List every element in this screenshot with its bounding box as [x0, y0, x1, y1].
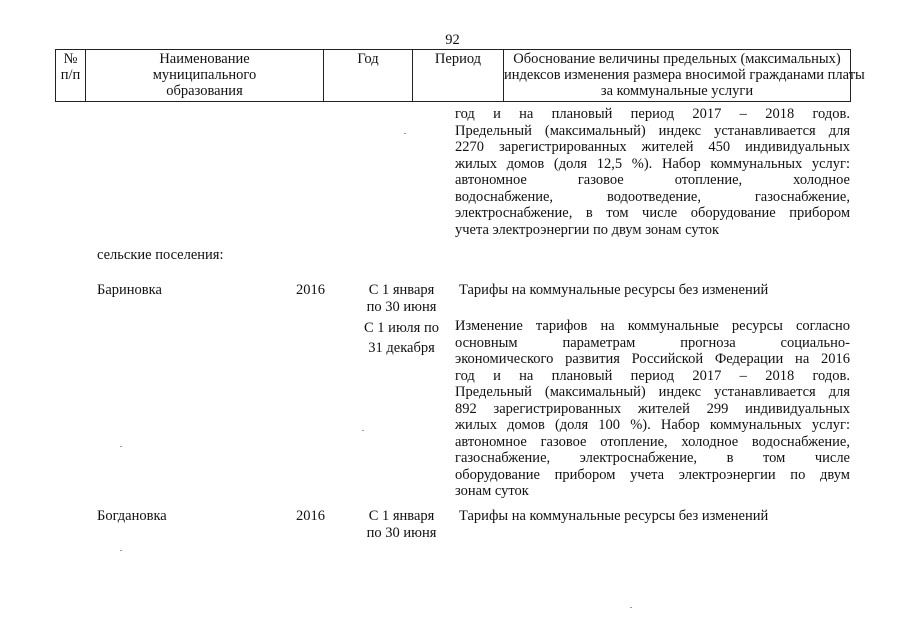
row-year: 2016	[296, 508, 325, 524]
row-justification: Тарифы на коммунальные ресурсы без изменений	[459, 282, 769, 298]
paragraph-line: Предельный (максимальный) индекс устанавливается для	[455, 384, 850, 400]
header-col-number	[56, 50, 85, 101]
municipality-name: Бариновка	[97, 282, 162, 298]
header-col-period-label: Период	[434, 51, 482, 67]
page-number: 92	[445, 32, 460, 48]
paragraph-line: зонам суток	[455, 483, 529, 499]
municipality-name: Богдановка	[97, 508, 167, 524]
paragraph-line: водоснабжение, водоотведение, газоснабжение,	[455, 188, 850, 205]
scan-speck	[404, 133, 406, 134]
row-period	[356, 318, 447, 358]
header-col-number-line: №	[63, 51, 78, 67]
paragraph-line: учета электроэнергии по двум зонам суток	[455, 221, 720, 238]
scan-speck	[120, 446, 122, 447]
period-line: С 1 января	[368, 282, 435, 298]
table-header	[55, 49, 865, 102]
paragraph-line: автономное газовое отопление, холодное водоснабжение,	[455, 433, 850, 450]
header-col-year-label: Год	[357, 51, 379, 67]
row-period	[356, 282, 447, 315]
paragraph-line: экономического развития Российской Федерации на 2016	[455, 351, 850, 367]
row-year: 2016	[296, 282, 325, 298]
section-label: сельские поселения:	[97, 247, 224, 263]
header-col-justification-line: за коммунальные услуги	[600, 83, 754, 99]
header-col-municipality-line: образования	[166, 83, 243, 99]
header-col-period	[412, 50, 503, 101]
period-line: 31 декабря	[368, 340, 435, 356]
header-col-municipality	[85, 50, 323, 101]
scan-speck	[120, 550, 122, 551]
period-line: по 30 июня	[366, 298, 437, 315]
header-col-justification-line: индексов изменения размера вносимой гражданами платы	[504, 67, 865, 83]
header-col-number-line: п/п	[60, 67, 81, 83]
scan-speck	[630, 607, 632, 608]
period-line: по 30 июня	[366, 524, 437, 541]
paragraph-line: Предельный (максимальный) индекс устанавливается для	[455, 122, 850, 139]
continuation-paragraph	[455, 106, 850, 238]
row-period	[356, 508, 447, 541]
paragraph-line: электроснабжение, в том числе оборудование прибором	[455, 205, 850, 221]
paragraph-line: 2270 зарегистрированных жителей 450 индивидуальных	[455, 139, 850, 155]
scan-speck	[362, 430, 364, 431]
paragraph-line: жилых домов (доля 100 %). Набор коммунальных услуг:	[455, 417, 850, 433]
header-col-justification-line: Обоснование величины предельных (максимальных)	[513, 51, 841, 67]
row-justification: Тарифы на коммунальные ресурсы без изменений	[459, 508, 769, 524]
paragraph-line: оборудование прибором учета электроэнергии по двум	[455, 466, 850, 483]
paragraph-line: автономное газовое отопление, холодное	[455, 172, 850, 188]
paragraph-line: год и на плановый период 2017 – 2018 годов.	[455, 367, 850, 384]
period-line: С 1 января	[368, 508, 435, 524]
paragraph-line: основным параметрам прогноза социально-	[455, 334, 850, 351]
header-col-municipality-line: Наименование	[159, 51, 250, 67]
paragraph-line: год и на плановый период 2017 – 2018 годов.	[455, 106, 850, 122]
paragraph-line: жилых домов (доля 12,5 %). Набор коммунальных услуг:	[455, 155, 850, 172]
row-justification-paragraph	[455, 318, 850, 500]
header-col-justification	[503, 50, 865, 101]
paragraph-line: 892 зарегистрированных жителей 299 индивидуальных	[455, 400, 850, 417]
paragraph-line: Изменение тарифов на коммунальные ресурсы согласно	[455, 318, 850, 334]
header-col-municipality-line: муниципального	[152, 67, 257, 83]
header-col-year	[323, 50, 412, 101]
period-line: С 1 июля по	[364, 320, 439, 336]
paragraph-line: газоснабжение, электроснабжение, в том числе	[455, 450, 850, 466]
